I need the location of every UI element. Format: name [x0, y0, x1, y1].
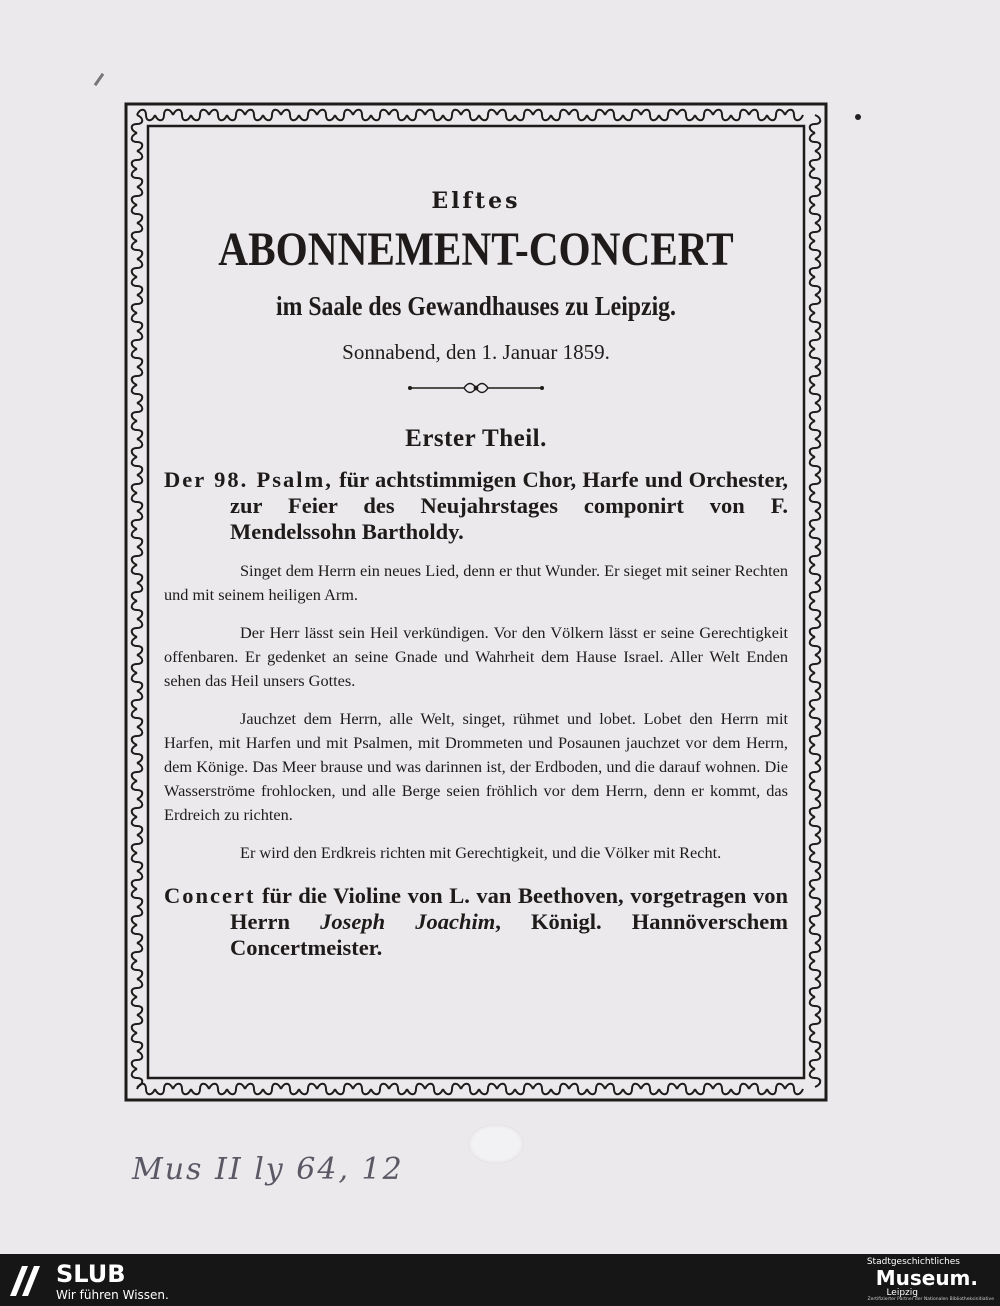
- border-scroll: [713, 110, 731, 121]
- border-scroll: [810, 655, 821, 673]
- border-scroll: [132, 619, 143, 637]
- border-scroll: [132, 727, 143, 745]
- border-scroll: [810, 889, 821, 907]
- border-scroll: [605, 1084, 623, 1095]
- museum-city: Leipzig: [886, 1288, 918, 1298]
- border-scroll: [132, 853, 143, 871]
- main-title: ABONNEMENT-CONCERT: [218, 223, 734, 276]
- border-scroll: [731, 1084, 749, 1095]
- border-scroll: [623, 1084, 641, 1095]
- border-scroll: [810, 313, 821, 331]
- border-scroll: [810, 925, 821, 943]
- border-scroll: [132, 961, 143, 979]
- border-scroll: [461, 1084, 479, 1095]
- border-scroll: [810, 997, 821, 1015]
- border-scroll: [810, 763, 821, 781]
- border-scroll: [810, 241, 821, 259]
- border-scroll: [810, 169, 821, 187]
- border-scroll: [497, 110, 515, 121]
- border-scroll: [810, 187, 821, 205]
- border-scroll: [810, 367, 821, 385]
- border-scroll: [695, 1084, 713, 1095]
- border-scroll: [335, 110, 353, 121]
- slub-logo-icon: [8, 1264, 48, 1298]
- border-scroll: [810, 745, 821, 763]
- border-scroll: [263, 110, 281, 121]
- border-scroll: [191, 1084, 209, 1095]
- border-scroll: [191, 110, 209, 121]
- border-scroll: [132, 385, 143, 403]
- border-scroll: [227, 1084, 245, 1095]
- border-scroll: [810, 817, 821, 835]
- border-scroll: [132, 997, 143, 1015]
- border-scroll: [132, 637, 143, 655]
- work-violin-concerto: [164, 883, 788, 961]
- border-scroll: [749, 110, 767, 121]
- border-scroll: [551, 1084, 569, 1095]
- border-scroll: [132, 691, 143, 709]
- footer-bar: [0, 1254, 1000, 1306]
- border-scroll: [479, 1084, 497, 1095]
- border-scroll: [810, 601, 821, 619]
- border-scroll: [810, 493, 821, 511]
- border-scroll: [317, 110, 335, 121]
- border-scroll: [810, 151, 821, 169]
- border-scroll: [677, 110, 695, 121]
- work-psalm-desc: für achtstimmigen Chor, Harfe und Orchester, zur Feier des Neujahrstages componirt von F. Mendelssohn Bartholdy.: [230, 467, 789, 544]
- library-name: SLUB: [56, 1260, 126, 1288]
- border-scroll: [810, 547, 821, 565]
- border-scroll: [407, 110, 425, 121]
- border-scroll: [810, 529, 821, 547]
- border-scroll: [810, 403, 821, 421]
- border-scroll: [132, 241, 143, 259]
- border-scroll: [810, 115, 821, 133]
- border-scroll: [587, 110, 605, 121]
- border-scroll: [155, 110, 173, 121]
- psalm-verse: Der Herr lässt sein Heil verkündigen. Vor den Völkern lässt er seine Gerechtigkeit offenbaren. Er gedenket an seine Gnade und Wahrheit dem Hause Israel. Aller Welt Enden sehen das Heil unsers Gottes.: [164, 623, 788, 690]
- border-scroll: [810, 835, 821, 853]
- border-scroll: [810, 979, 821, 997]
- border-scroll: [132, 565, 143, 583]
- border-scroll: [132, 781, 143, 799]
- border-scroll: [371, 110, 389, 121]
- border-scroll: [132, 943, 143, 961]
- border-scroll: [810, 259, 821, 277]
- border-scroll: [810, 961, 821, 979]
- border-scroll: [155, 1084, 173, 1095]
- library-tagline: Wir führen Wissen.: [56, 1288, 169, 1302]
- border-scroll: [810, 583, 821, 601]
- border-scroll: [132, 457, 143, 475]
- border-scroll: [132, 871, 143, 889]
- border-scroll: [810, 781, 821, 799]
- work-concerto-desc-end: , Königl. Hannöverschem Concertmeister.: [230, 909, 788, 960]
- psalm-verse: Jauchzet dem Herrn, alle Welt, singet, rühmet und lobet. Lobet den Herrn mit Harfen, mit Harfen und mit Psalmen, mit Drommeten und Posaunen jauchzet vor dem Herrn, dem Könige. Das Meer brause und was darinnen ist, der Erdboden, und die darauf wohnen. Die Wasserströme frohlocken, und alle Berge seien fröhlich vor dem Herrn, denn er kommt, das Erdreich zu richten.: [164, 709, 788, 824]
- museum-name: Museum.: [875, 1266, 978, 1290]
- border-scroll: [533, 110, 551, 121]
- border-scroll: [389, 1084, 407, 1095]
- ink-dot: [855, 114, 861, 120]
- psalm-verse: Er wird den Erdkreis richten mit Gerechtigkeit, und die Völker mit Recht.: [240, 843, 722, 862]
- poster-content: [164, 142, 788, 1062]
- border-scroll: [810, 1051, 821, 1069]
- museum-line1: Stadtgeschichtliches: [866, 1257, 960, 1267]
- border-scroll: [245, 1084, 263, 1095]
- border-scroll: [810, 637, 821, 655]
- border-scroll: [132, 1069, 143, 1087]
- border-scroll: [132, 439, 143, 457]
- border-scroll: [810, 727, 821, 745]
- border-scroll: [623, 110, 641, 121]
- border-scroll: [132, 763, 143, 781]
- concert-date: Sonnabend, den 1. Januar 1859.: [342, 340, 610, 364]
- border-scroll: [132, 493, 143, 511]
- border-scroll: [132, 421, 143, 439]
- border-scroll: [810, 385, 821, 403]
- border-scroll: [810, 331, 821, 349]
- border-scroll: [132, 187, 143, 205]
- border-scroll: [132, 745, 143, 763]
- border-scroll: [281, 1084, 299, 1095]
- border-scroll: [132, 925, 143, 943]
- border-scroll: [767, 110, 785, 121]
- border-scroll: [353, 1084, 371, 1095]
- border-scroll: [371, 1084, 389, 1095]
- border-scroll: [810, 223, 821, 241]
- border-scroll: [132, 817, 143, 835]
- border-scroll: [132, 475, 143, 493]
- shelfmark-handwritten: Mus II ly 64, 12: [132, 1152, 404, 1187]
- border-scroll: [810, 565, 821, 583]
- border-scroll: [132, 835, 143, 853]
- border-scroll: [749, 1084, 767, 1095]
- border-scroll: [767, 1084, 785, 1095]
- border-scroll: [659, 1084, 677, 1095]
- border-scroll: [132, 889, 143, 907]
- border-scroll: [132, 115, 143, 133]
- border-scroll: [810, 853, 821, 871]
- border-scroll: [389, 110, 407, 121]
- border-scroll: [569, 1084, 587, 1095]
- border-scroll: [132, 1051, 143, 1069]
- border-scroll: [132, 151, 143, 169]
- border-scroll: [605, 110, 623, 121]
- border-scroll: [132, 529, 143, 547]
- border-scroll: [810, 709, 821, 727]
- border-scroll: [299, 110, 317, 121]
- border-scroll: [407, 1084, 425, 1095]
- border-scroll: [810, 133, 821, 151]
- border-scroll: [810, 1033, 821, 1051]
- border-scroll: [569, 110, 587, 121]
- border-scroll: [810, 349, 821, 367]
- border-scroll: [132, 547, 143, 565]
- border-scroll: [810, 943, 821, 961]
- border-scroll: [281, 110, 299, 121]
- border-scroll: [810, 907, 821, 925]
- work-psalm: [164, 467, 788, 545]
- border-scroll: [443, 1084, 461, 1095]
- border-scroll: [641, 110, 659, 121]
- border-scroll: [810, 511, 821, 529]
- border-scroll: [810, 1015, 821, 1033]
- border-scroll: [209, 1084, 227, 1095]
- border-scroll: [263, 1084, 281, 1095]
- border-scroll: [132, 673, 143, 691]
- section-title: Erster Theil.: [405, 425, 547, 452]
- border-scroll: [132, 403, 143, 421]
- border-scroll: [810, 1069, 821, 1087]
- border-scroll: [810, 295, 821, 313]
- border-scroll: [810, 205, 821, 223]
- blind-stamp: [468, 1124, 524, 1164]
- border-scroll: [731, 110, 749, 121]
- border-scroll: [810, 691, 821, 709]
- border-scroll: [659, 110, 677, 121]
- work-concerto-desc: für die Violine von L. van Beethoven, vorgetragen von Herrn: [230, 883, 788, 934]
- border-scroll: [515, 1084, 533, 1095]
- border-scroll: [132, 709, 143, 727]
- border-scroll: [810, 871, 821, 889]
- ornament-divider: [406, 381, 546, 395]
- border-scroll: [443, 110, 461, 121]
- border-scroll: [132, 169, 143, 187]
- border-scroll: [132, 277, 143, 295]
- work-psalm-lead: Der 98. Psalm,: [164, 467, 333, 492]
- border-scroll: [132, 295, 143, 313]
- border-scroll: [132, 655, 143, 673]
- border-scroll: [137, 110, 155, 121]
- border-scroll: [810, 457, 821, 475]
- border-scroll: [209, 110, 227, 121]
- border-scroll: [810, 673, 821, 691]
- performer-name: Joseph Joachim: [320, 909, 496, 934]
- border-scroll: [461, 110, 479, 121]
- border-scroll: [132, 367, 143, 385]
- heading-small: Elftes: [431, 188, 521, 214]
- border-scroll: [479, 110, 497, 121]
- border-scroll: [785, 1084, 803, 1095]
- border-scroll: [551, 110, 569, 121]
- border-scroll: [132, 583, 143, 601]
- border-scroll: [132, 799, 143, 817]
- border-scroll: [132, 979, 143, 997]
- border-scroll: [132, 331, 143, 349]
- border-scroll: [810, 799, 821, 817]
- border-scroll: [810, 475, 821, 493]
- border-scroll: [425, 110, 443, 121]
- border-scroll: [132, 223, 143, 241]
- border-scroll: [245, 110, 263, 121]
- border-scroll: [641, 1084, 659, 1095]
- border-scroll: [132, 907, 143, 925]
- border-scroll: [132, 601, 143, 619]
- border-scroll: [173, 1084, 191, 1095]
- border-scroll: [515, 110, 533, 121]
- border-scroll: [677, 1084, 695, 1095]
- border-scroll: [533, 1084, 551, 1095]
- border-scroll: [132, 349, 143, 367]
- work-concerto-lead: Concert: [164, 883, 256, 908]
- border-scroll: [587, 1084, 605, 1095]
- border-scroll: [132, 259, 143, 277]
- border-scroll: [785, 110, 803, 121]
- border-scroll: [173, 110, 191, 121]
- border-scroll: [227, 110, 245, 121]
- poster-frame: [124, 102, 828, 1102]
- border-scroll: [810, 277, 821, 295]
- border-scroll: [335, 1084, 353, 1095]
- venue-line: im Saale des Gewandhauses zu Leipzig.: [275, 291, 676, 321]
- border-scroll: [497, 1084, 515, 1095]
- border-scroll: [132, 1033, 143, 1051]
- pencil-mark: [94, 73, 104, 86]
- museum-partner-note: Zertifizierter Partner der Nationalen Bibliotheksinitiative: [867, 1297, 994, 1302]
- border-scroll: [132, 205, 143, 223]
- border-scroll: [317, 1084, 335, 1095]
- border-scroll: [695, 110, 713, 121]
- border-scroll: [810, 619, 821, 637]
- border-scroll: [425, 1084, 443, 1095]
- border-scroll: [132, 133, 143, 151]
- border-scroll: [810, 439, 821, 457]
- border-scroll: [132, 1015, 143, 1033]
- border-scroll: [353, 110, 371, 121]
- border-scroll: [299, 1084, 317, 1095]
- border-scroll: [132, 511, 143, 529]
- border-scroll: [713, 1084, 731, 1095]
- border-scroll: [810, 421, 821, 439]
- border-scroll: [132, 313, 143, 331]
- psalm-verse: Singet dem Herrn ein neues Lied, denn er thut Wunder. Er sieget mit seiner Rechten und mit seinem heiligen Arm.: [164, 561, 788, 604]
